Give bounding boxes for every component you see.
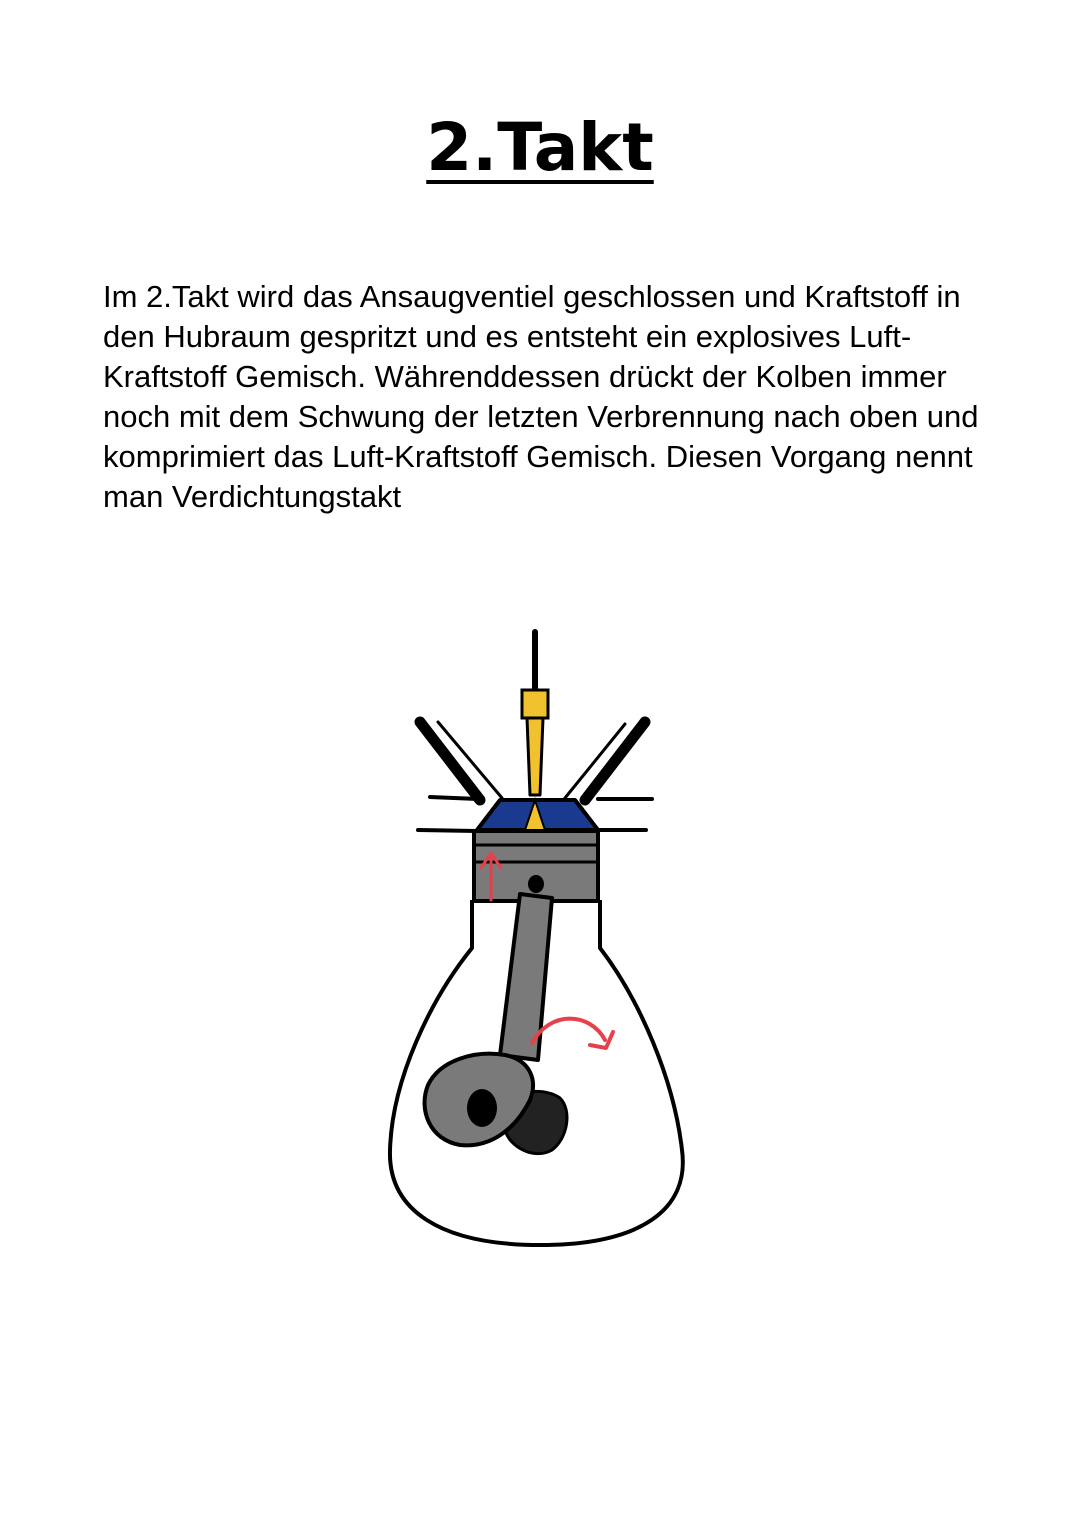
cylinder-head-line (430, 797, 478, 799)
page-title: 2.Takt (426, 109, 654, 186)
injector-cap (522, 690, 548, 718)
injector-body (527, 718, 543, 795)
engine-diagram (370, 620, 710, 1260)
cylinder-head-line (418, 830, 477, 831)
description-paragraph: Im 2.Takt wird das Ansaugventiel geschlossen und Kraftstoff in den Hubraum gespritzt und es entsteht ein explosives Luft-Kraftstoff Gemisch. Währenddessen drückt der Kolben immer noch mit dem Schwung der letzten Verbrennung nach oben und komprimiert das Luft-Kraftstoff Gemisch. Diesen Vorgang nennt man Verdichtungstakt (103, 279, 979, 514)
piston-pin (528, 875, 544, 893)
crankshaft-bearing (467, 1089, 497, 1127)
